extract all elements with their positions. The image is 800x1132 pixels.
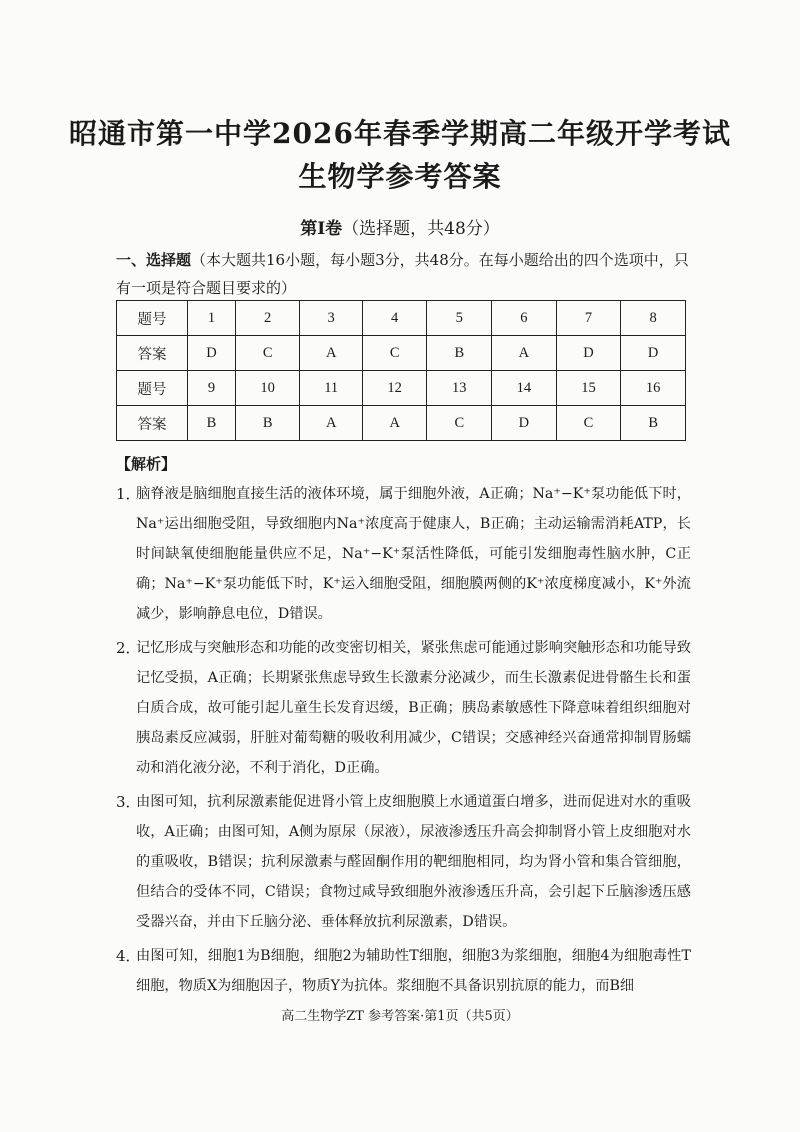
section-desc: （本大题共16小题，每小题3分，共48分。在每小题给出的四个选项中，只有一项是符合题目要求的） xyxy=(116,251,689,297)
analysis-heading: 【解析】 xyxy=(116,455,177,473)
question-number: 1 xyxy=(188,301,236,336)
section-intro xyxy=(116,246,696,302)
answer-cell: C xyxy=(556,406,621,441)
item-number: 1． xyxy=(116,485,141,503)
question-number: 10 xyxy=(235,371,300,406)
part-title-main: 第Ⅰ卷 xyxy=(300,219,343,239)
row-label: 题号 xyxy=(117,301,188,336)
answer-cell: B xyxy=(427,336,492,371)
item-number: 4． xyxy=(116,947,141,965)
question-number: 2 xyxy=(235,301,300,336)
page-footer: 高二生物学ZT 参考答案·第1页（共5页） xyxy=(281,1009,519,1024)
answer-table xyxy=(116,300,686,441)
table-row xyxy=(117,336,686,371)
part-title xyxy=(0,214,800,239)
answer-cell: D xyxy=(556,336,621,371)
question-number: 13 xyxy=(427,371,492,406)
analysis-list xyxy=(116,479,691,1005)
answer-cell: D xyxy=(621,336,686,371)
item-text: 脑脊液是脑细胞直接生活的液体环境，属于细胞外液，A正确；Na⁺−K⁺泵功能低下时，Na⁺运出细胞受阻，导致细胞内Na⁺浓度高于健康人，B正确；主动运输需消耗ATP，长时间缺氧使细胞能量供应不足，Na⁺−K⁺泵活性降低，可能引发细胞毒性脑水肿，C正确；Na⁺−K⁺泵功能低下时，K⁺运入细胞受阻，细胞膜两侧的K⁺浓度梯度减小，K⁺外流减少，影响静息电位，D错误。 xyxy=(136,486,691,622)
question-number: 12 xyxy=(362,371,427,406)
question-number: 5 xyxy=(427,301,492,336)
list-item xyxy=(116,633,691,783)
answer-cell: D xyxy=(188,336,236,371)
list-item xyxy=(116,479,691,629)
answer-cell: B xyxy=(235,406,300,441)
row-label: 答案 xyxy=(117,406,188,441)
answer-cell: A xyxy=(300,336,362,371)
row-label: 题号 xyxy=(117,371,188,406)
question-number: 9 xyxy=(188,371,236,406)
answer-cell: C xyxy=(362,336,427,371)
list-item xyxy=(116,941,691,1001)
list-item xyxy=(116,787,691,937)
answer-cell: A xyxy=(300,406,362,441)
question-number: 16 xyxy=(621,371,686,406)
table-row xyxy=(117,301,686,336)
row-label: 答案 xyxy=(117,336,188,371)
question-number: 8 xyxy=(621,301,686,336)
answer-cell: B xyxy=(621,406,686,441)
answer-cell: C xyxy=(427,406,492,441)
item-number: 3． xyxy=(116,793,141,811)
question-number: 11 xyxy=(300,371,362,406)
exam-title: 昭通市第一中学2026年春季学期高二年级开学考试 xyxy=(69,117,731,150)
table-row xyxy=(117,406,686,441)
question-number: 4 xyxy=(362,301,427,336)
item-text: 由图可知，抗利尿激素能促进肾小管上皮细胞膜上水通道蛋白增多，进而促进对水的重吸收，A正确；由图可知，A侧为原尿（尿液），尿液渗透压升高会抑制肾小管上皮细胞对水的重吸收，B错误；抗利尿激素与醛固酮作用的靶细胞相同，均为肾小管和集合管细胞，但结合的受体不同，C错误；食物过咸导致细胞外液渗透压升高，会引起下丘脑渗透压感受器兴奋，并由下丘脑分泌、垂体释放抗利尿激素，D错误。 xyxy=(136,794,691,930)
question-number: 14 xyxy=(492,371,557,406)
item-text: 由图可知，细胞1为B细胞，细胞2为辅助性T细胞，细胞3为浆细胞，细胞4为细胞毒性T细胞，物质X为细胞因子，物质Y为抗体。浆细胞不具备识别抗原的能力，而B细 xyxy=(136,948,691,994)
table-row xyxy=(117,371,686,406)
question-number: 7 xyxy=(556,301,621,336)
answer-cell: D xyxy=(492,406,557,441)
section-head: 一、选择题 xyxy=(116,251,192,269)
answer-cell: C xyxy=(235,336,300,371)
exam-subtitle: 生物学参考答案 xyxy=(298,160,502,193)
answer-cell: B xyxy=(188,406,236,441)
question-number: 15 xyxy=(556,371,621,406)
answer-cell: A xyxy=(362,406,427,441)
question-number: 3 xyxy=(300,301,362,336)
item-number: 2． xyxy=(116,639,141,657)
question-number: 6 xyxy=(492,301,557,336)
answer-cell: A xyxy=(492,336,557,371)
item-text: 记忆形成与突触形态和功能的改变密切相关，紧张焦虑可能通过影响突触形态和功能导致记忆受损，A正确；长期紧张焦虑导致生长激素分泌减少，而生长激素促进骨骼生长和蛋白质合成，故可能引起儿童生长发育迟缓，B正确；胰岛素敏感性下降意味着组织细胞对胰岛素反应减弱，肝脏对葡萄糖的吸收利用减少，C错误；交感神经兴奋通常抑制胃肠蠕动和消化液分泌，不利于消化，D正确。 xyxy=(136,640,691,776)
part-title-note: （选择题，共48分） xyxy=(342,219,500,239)
